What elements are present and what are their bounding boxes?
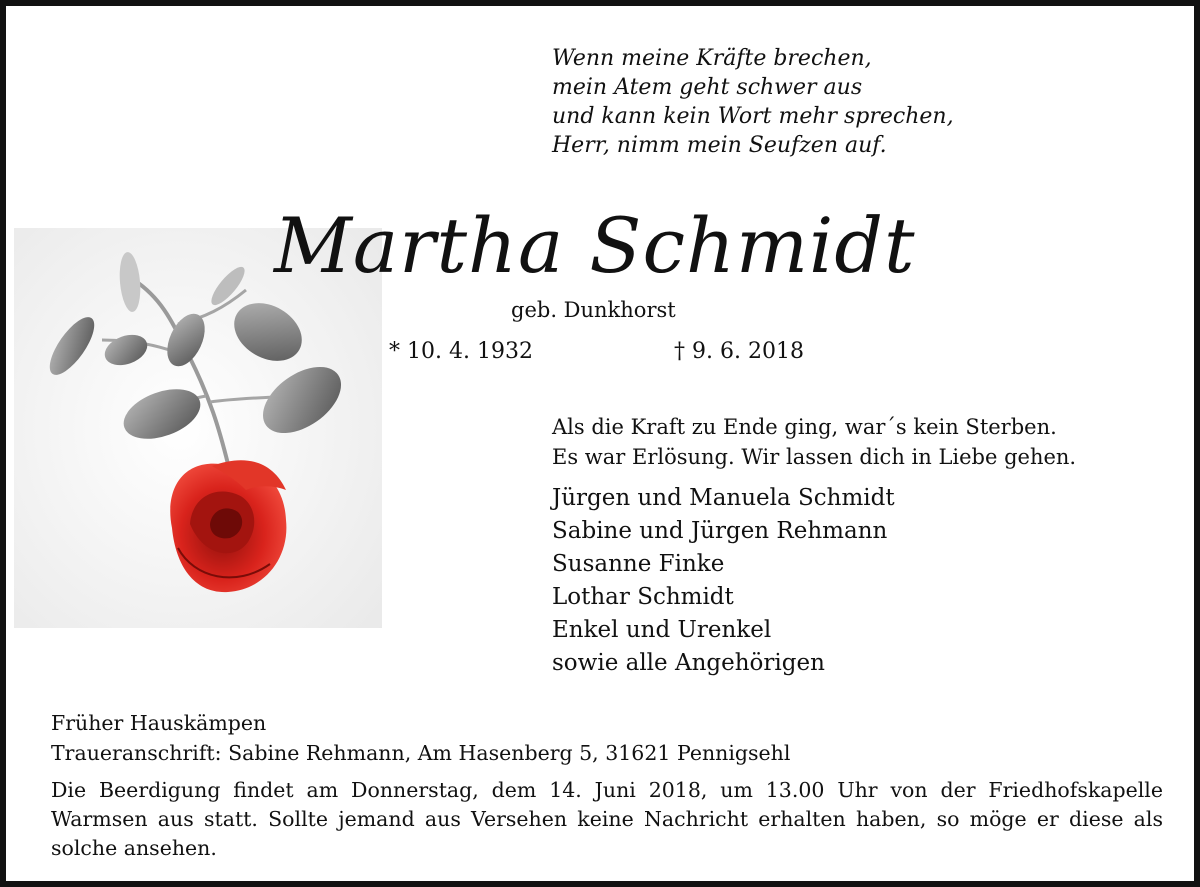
poem-line: Wenn meine Kräfte brechen, [552, 46, 872, 71]
former-residence: Früher Hauskämpen [51, 711, 267, 735]
mourner-entry: Sabine und Jürgen Rehmann [552, 518, 888, 544]
mourner-entry: Enkel und Urenkel [552, 617, 772, 643]
quote-line: Als die Kraft zu Ende ging, war´s kein Sterben. [552, 415, 1057, 439]
poem-line: Herr, nimm mein Seufzen auf. [552, 133, 887, 158]
poem [552, 44, 954, 160]
birth-name: geb. Dunkhorst [511, 298, 676, 322]
birth-date: * 10. 4. 1932 [389, 339, 533, 364]
mourner-entry: Susanne Finke [552, 551, 725, 577]
death-date: † 9. 6. 2018 [674, 339, 804, 364]
mourner-entry: Jürgen und Manuela Schmidt [552, 485, 895, 511]
quote-line: Es war Erlösung. Wir lassen dich in Liebe gehen. [552, 445, 1077, 469]
poem-line: mein Atem geht schwer aus [552, 75, 863, 100]
funeral-notice: Die Beerdigung findet am Donnerstag, dem 14. Juni 2018, um 13.00 Uhr von der Friedhofskapelle Warmsen aus statt. Sollte jemand aus Versehen keine Nachricht erhalten haben, so möge er diese als solche ansehen. [51, 778, 1163, 860]
mourner-entry: Lothar Schmidt [552, 584, 734, 610]
deceased-name: Martha Schmidt [274, 201, 916, 290]
memorial-quote [552, 412, 1076, 472]
mourner-entry: sowie alle Angehörigen [552, 650, 825, 676]
poem-line: und kann kein Wort mehr sprechen, [552, 104, 954, 129]
notice-footer [51, 708, 1163, 863]
mourning-address: Traueranschrift: Sabine Rehmann, Am Hasenberg 5, 31621 Pennigsehl [51, 741, 791, 765]
mourners-list [552, 482, 895, 680]
